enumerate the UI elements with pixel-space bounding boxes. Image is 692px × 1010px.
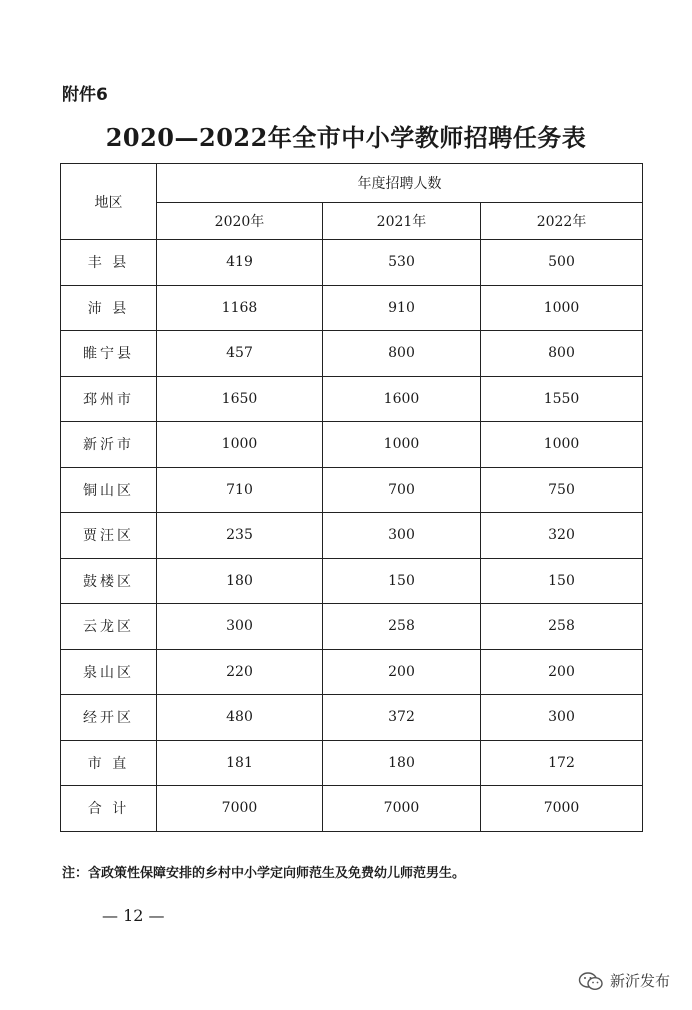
value-2021: 800 <box>323 331 481 377</box>
wechat-icon <box>578 971 604 991</box>
table-row <box>61 740 643 786</box>
value-2020: 1650 <box>157 376 323 422</box>
region-cell: 市 直 <box>61 740 157 786</box>
table-row <box>61 695 643 741</box>
value-2020: 300 <box>157 604 323 650</box>
year-header-2021: 2021年 <box>323 203 481 240</box>
region-cell: 泉山区 <box>61 649 157 695</box>
table-row <box>61 240 643 286</box>
value-2021: 910 <box>323 285 481 331</box>
value-2020: 220 <box>157 649 323 695</box>
header-row-group <box>61 164 643 203</box>
value-2020: 180 <box>157 558 323 604</box>
region-cell: 云龙区 <box>61 604 157 650</box>
table-row <box>61 285 643 331</box>
value-2021: 530 <box>323 240 481 286</box>
value-2022: 1000 <box>481 422 643 468</box>
table-row <box>61 604 643 650</box>
region-cell: 丰 县 <box>61 240 157 286</box>
value-2021: 300 <box>323 513 481 559</box>
value-2020: 1000 <box>157 422 323 468</box>
table-row <box>61 513 643 559</box>
value-2022: 7000 <box>481 786 643 832</box>
table-row <box>61 331 643 377</box>
region-cell: 合 计 <box>61 786 157 832</box>
table-row <box>61 558 643 604</box>
watermark-text: 新沂发布 <box>609 972 670 990</box>
value-2022: 1000 <box>481 285 643 331</box>
value-2021: 372 <box>323 695 481 741</box>
value-2022: 320 <box>481 513 643 559</box>
value-2022: 1550 <box>481 376 643 422</box>
table-body <box>61 240 643 832</box>
table-row <box>61 376 643 422</box>
value-2021: 1000 <box>323 422 481 468</box>
value-2022: 500 <box>481 240 643 286</box>
value-2020: 7000 <box>157 786 323 832</box>
region-cell: 鼓楼区 <box>61 558 157 604</box>
year-header-2022: 2022年 <box>481 203 643 240</box>
region-cell: 经开区 <box>61 695 157 741</box>
value-2022: 172 <box>481 740 643 786</box>
region-cell: 新沂市 <box>61 422 157 468</box>
value-2022: 300 <box>481 695 643 741</box>
value-2020: 1168 <box>157 285 323 331</box>
value-2020: 419 <box>157 240 323 286</box>
value-2022: 750 <box>481 467 643 513</box>
region-cell: 铜山区 <box>61 467 157 513</box>
region-cell: 贾汪区 <box>61 513 157 559</box>
value-2020: 181 <box>157 740 323 786</box>
year-header-2020: 2020年 <box>157 203 323 240</box>
table-row <box>61 467 643 513</box>
value-2021: 700 <box>323 467 481 513</box>
value-2020: 710 <box>157 467 323 513</box>
value-2022: 150 <box>481 558 643 604</box>
table-row <box>61 786 643 832</box>
value-2022: 258 <box>481 604 643 650</box>
table-row <box>61 422 643 468</box>
region-header: 地区 <box>61 164 157 240</box>
region-cell: 沛 县 <box>61 285 157 331</box>
value-2021: 258 <box>323 604 481 650</box>
footnote: 注：含政策性保障安排的乡村中小学定向师范生及免费幼儿师范男生。 <box>62 866 466 881</box>
annual-recruitment-header: 年度招聘人数 <box>157 164 643 203</box>
value-2021: 1600 <box>323 376 481 422</box>
value-2020: 235 <box>157 513 323 559</box>
region-cell: 邳州市 <box>61 376 157 422</box>
value-2022: 200 <box>481 649 643 695</box>
value-2021: 7000 <box>323 786 481 832</box>
recruitment-table <box>60 163 643 832</box>
watermark <box>578 970 670 991</box>
page-number: — 12 — <box>102 906 165 925</box>
value-2022: 800 <box>481 331 643 377</box>
table-row <box>61 649 643 695</box>
document-title: 2020—2022年全市中小学教师招聘任务表 <box>105 123 587 152</box>
value-2020: 480 <box>157 695 323 741</box>
value-2021: 180 <box>323 740 481 786</box>
value-2021: 200 <box>323 649 481 695</box>
value-2020: 457 <box>157 331 323 377</box>
value-2021: 150 <box>323 558 481 604</box>
region-cell: 睢宁县 <box>61 331 157 377</box>
attachment-label: 附件6 <box>62 85 108 105</box>
